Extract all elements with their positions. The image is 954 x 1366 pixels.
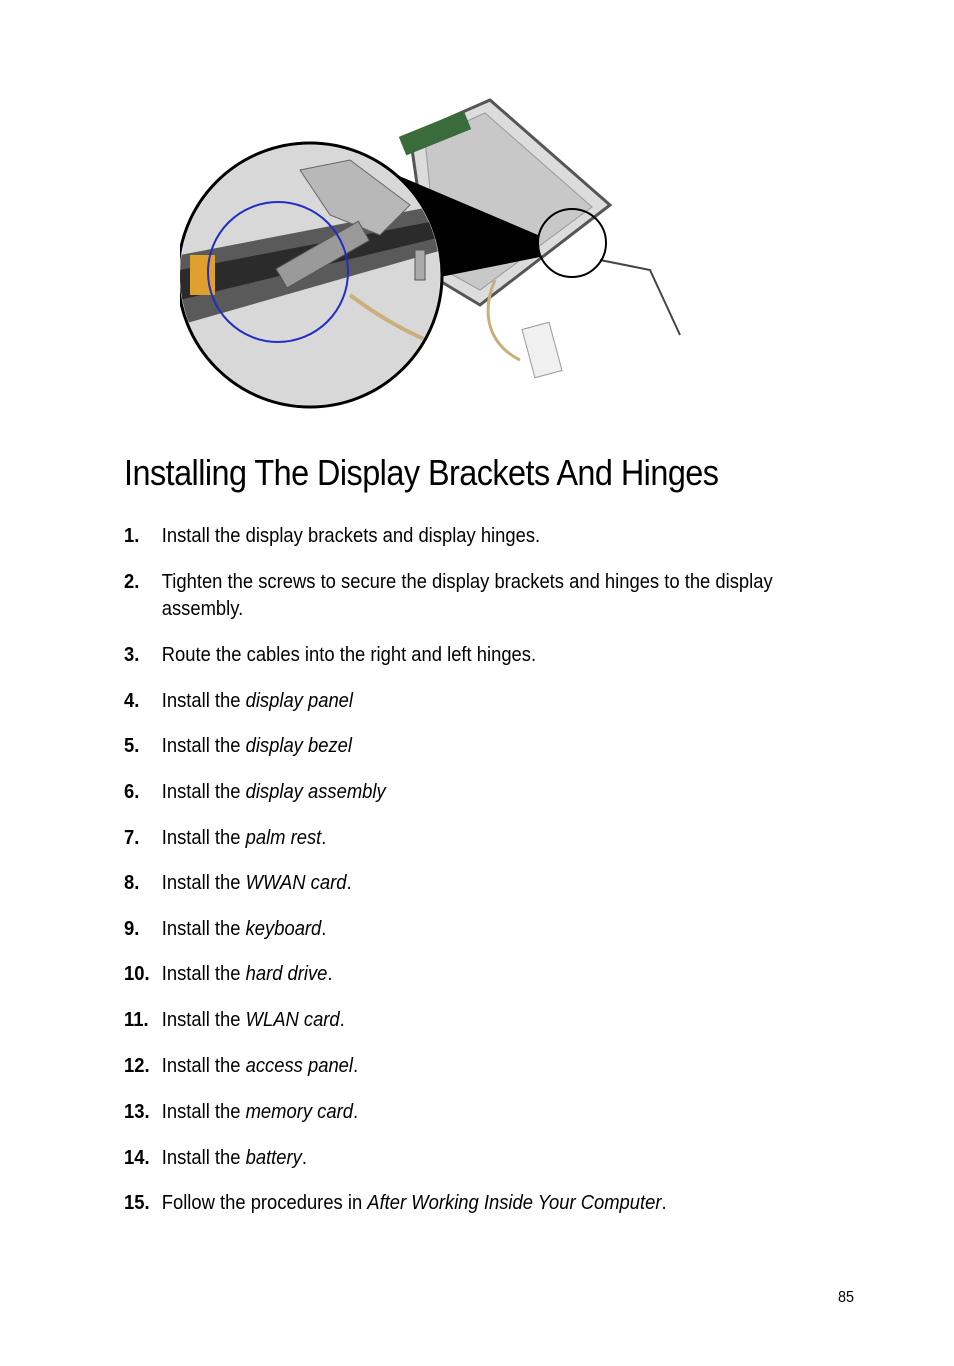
step-text <box>162 688 861 715</box>
step-number: 12. <box>124 1055 150 1077</box>
step-text-main: Tighten the screws to secure the display brackets and hinges to the display <box>161 571 773 593</box>
step-text-main: Install the display brackets and display hinges. <box>161 525 541 547</box>
step-number: 3. <box>124 644 140 666</box>
page-number: 85 <box>838 1289 855 1306</box>
step-text-main: Install the <box>161 963 246 985</box>
step-text-cont: assembly. <box>161 598 244 620</box>
step-suffix: . <box>301 1147 307 1169</box>
step-number: 5. <box>124 735 140 757</box>
step-link[interactable]: WLAN card <box>245 1009 340 1031</box>
step-text <box>162 733 861 760</box>
step-text-main: Install the <box>161 1101 246 1123</box>
step-number: 15. <box>124 1192 150 1214</box>
step-number: 9. <box>124 918 140 940</box>
step-link[interactable]: keyboard <box>245 918 322 940</box>
step-suffix: . <box>339 1009 345 1031</box>
step-text <box>162 1007 861 1034</box>
step-text <box>162 1099 861 1126</box>
step-link[interactable]: palm rest <box>245 827 322 849</box>
step-text <box>162 916 861 943</box>
step-text <box>162 1190 861 1217</box>
step-text <box>162 961 861 988</box>
step-text-main: Install the <box>161 918 246 940</box>
step-link[interactable]: After Working Inside Your Computer <box>367 1192 662 1214</box>
step-text-main: Install the <box>161 872 246 894</box>
step-number: 1. <box>124 525 140 547</box>
step-text <box>162 870 861 897</box>
step-text-main: Route the cables into the right and left hinges. <box>161 644 537 666</box>
step-number: 14. <box>124 1147 150 1169</box>
step-text-main: Install the <box>161 827 246 849</box>
step-text <box>162 1053 861 1080</box>
step-number: 13. <box>124 1101 150 1123</box>
step-number: 11. <box>124 1009 149 1031</box>
step-suffix: . <box>352 1101 359 1123</box>
step-text <box>162 523 861 550</box>
step-suffix: . <box>346 872 352 894</box>
step-number: 6. <box>124 781 140 803</box>
step-text <box>162 825 861 852</box>
step-text <box>162 569 861 623</box>
step-link[interactable]: battery <box>245 1147 302 1169</box>
step-link[interactable]: memory card <box>245 1101 353 1123</box>
step-text-main: Install the <box>161 1055 246 1077</box>
step-number: 8. <box>124 872 140 894</box>
display-hinge-figure <box>180 95 700 415</box>
step-number: 10. <box>124 963 150 985</box>
step-text-main: Follow the procedures in <box>161 1192 368 1214</box>
step-text <box>162 1145 861 1172</box>
step-suffix: . <box>321 827 327 849</box>
step-suffix: . <box>353 1055 359 1077</box>
step-link[interactable]: display bezel <box>245 735 352 757</box>
step-link[interactable]: display assembly <box>245 781 386 803</box>
step-text <box>162 779 861 806</box>
step-link[interactable]: hard drive <box>245 963 328 985</box>
step-suffix: . <box>661 1192 667 1214</box>
page-title: Installing The Display Brackets And Hinges <box>124 452 719 493</box>
step-link[interactable]: access panel <box>245 1055 354 1077</box>
step-text <box>162 642 861 669</box>
step-text-main: Install the <box>161 735 246 757</box>
step-text-main: Install the <box>161 1009 246 1031</box>
step-link[interactable]: display panel <box>245 690 354 712</box>
step-number: 2. <box>124 571 140 593</box>
step-suffix: . <box>321 918 327 940</box>
step-text-main: Install the <box>161 690 246 712</box>
step-number: 4. <box>124 690 140 712</box>
step-number: 7. <box>124 827 140 849</box>
step-text-main: Install the <box>161 1147 246 1169</box>
hinge-illustration <box>180 95 700 415</box>
step-text-main: Install the <box>161 781 246 803</box>
step-suffix: . <box>327 963 333 985</box>
step-link[interactable]: WWAN card <box>245 872 347 894</box>
